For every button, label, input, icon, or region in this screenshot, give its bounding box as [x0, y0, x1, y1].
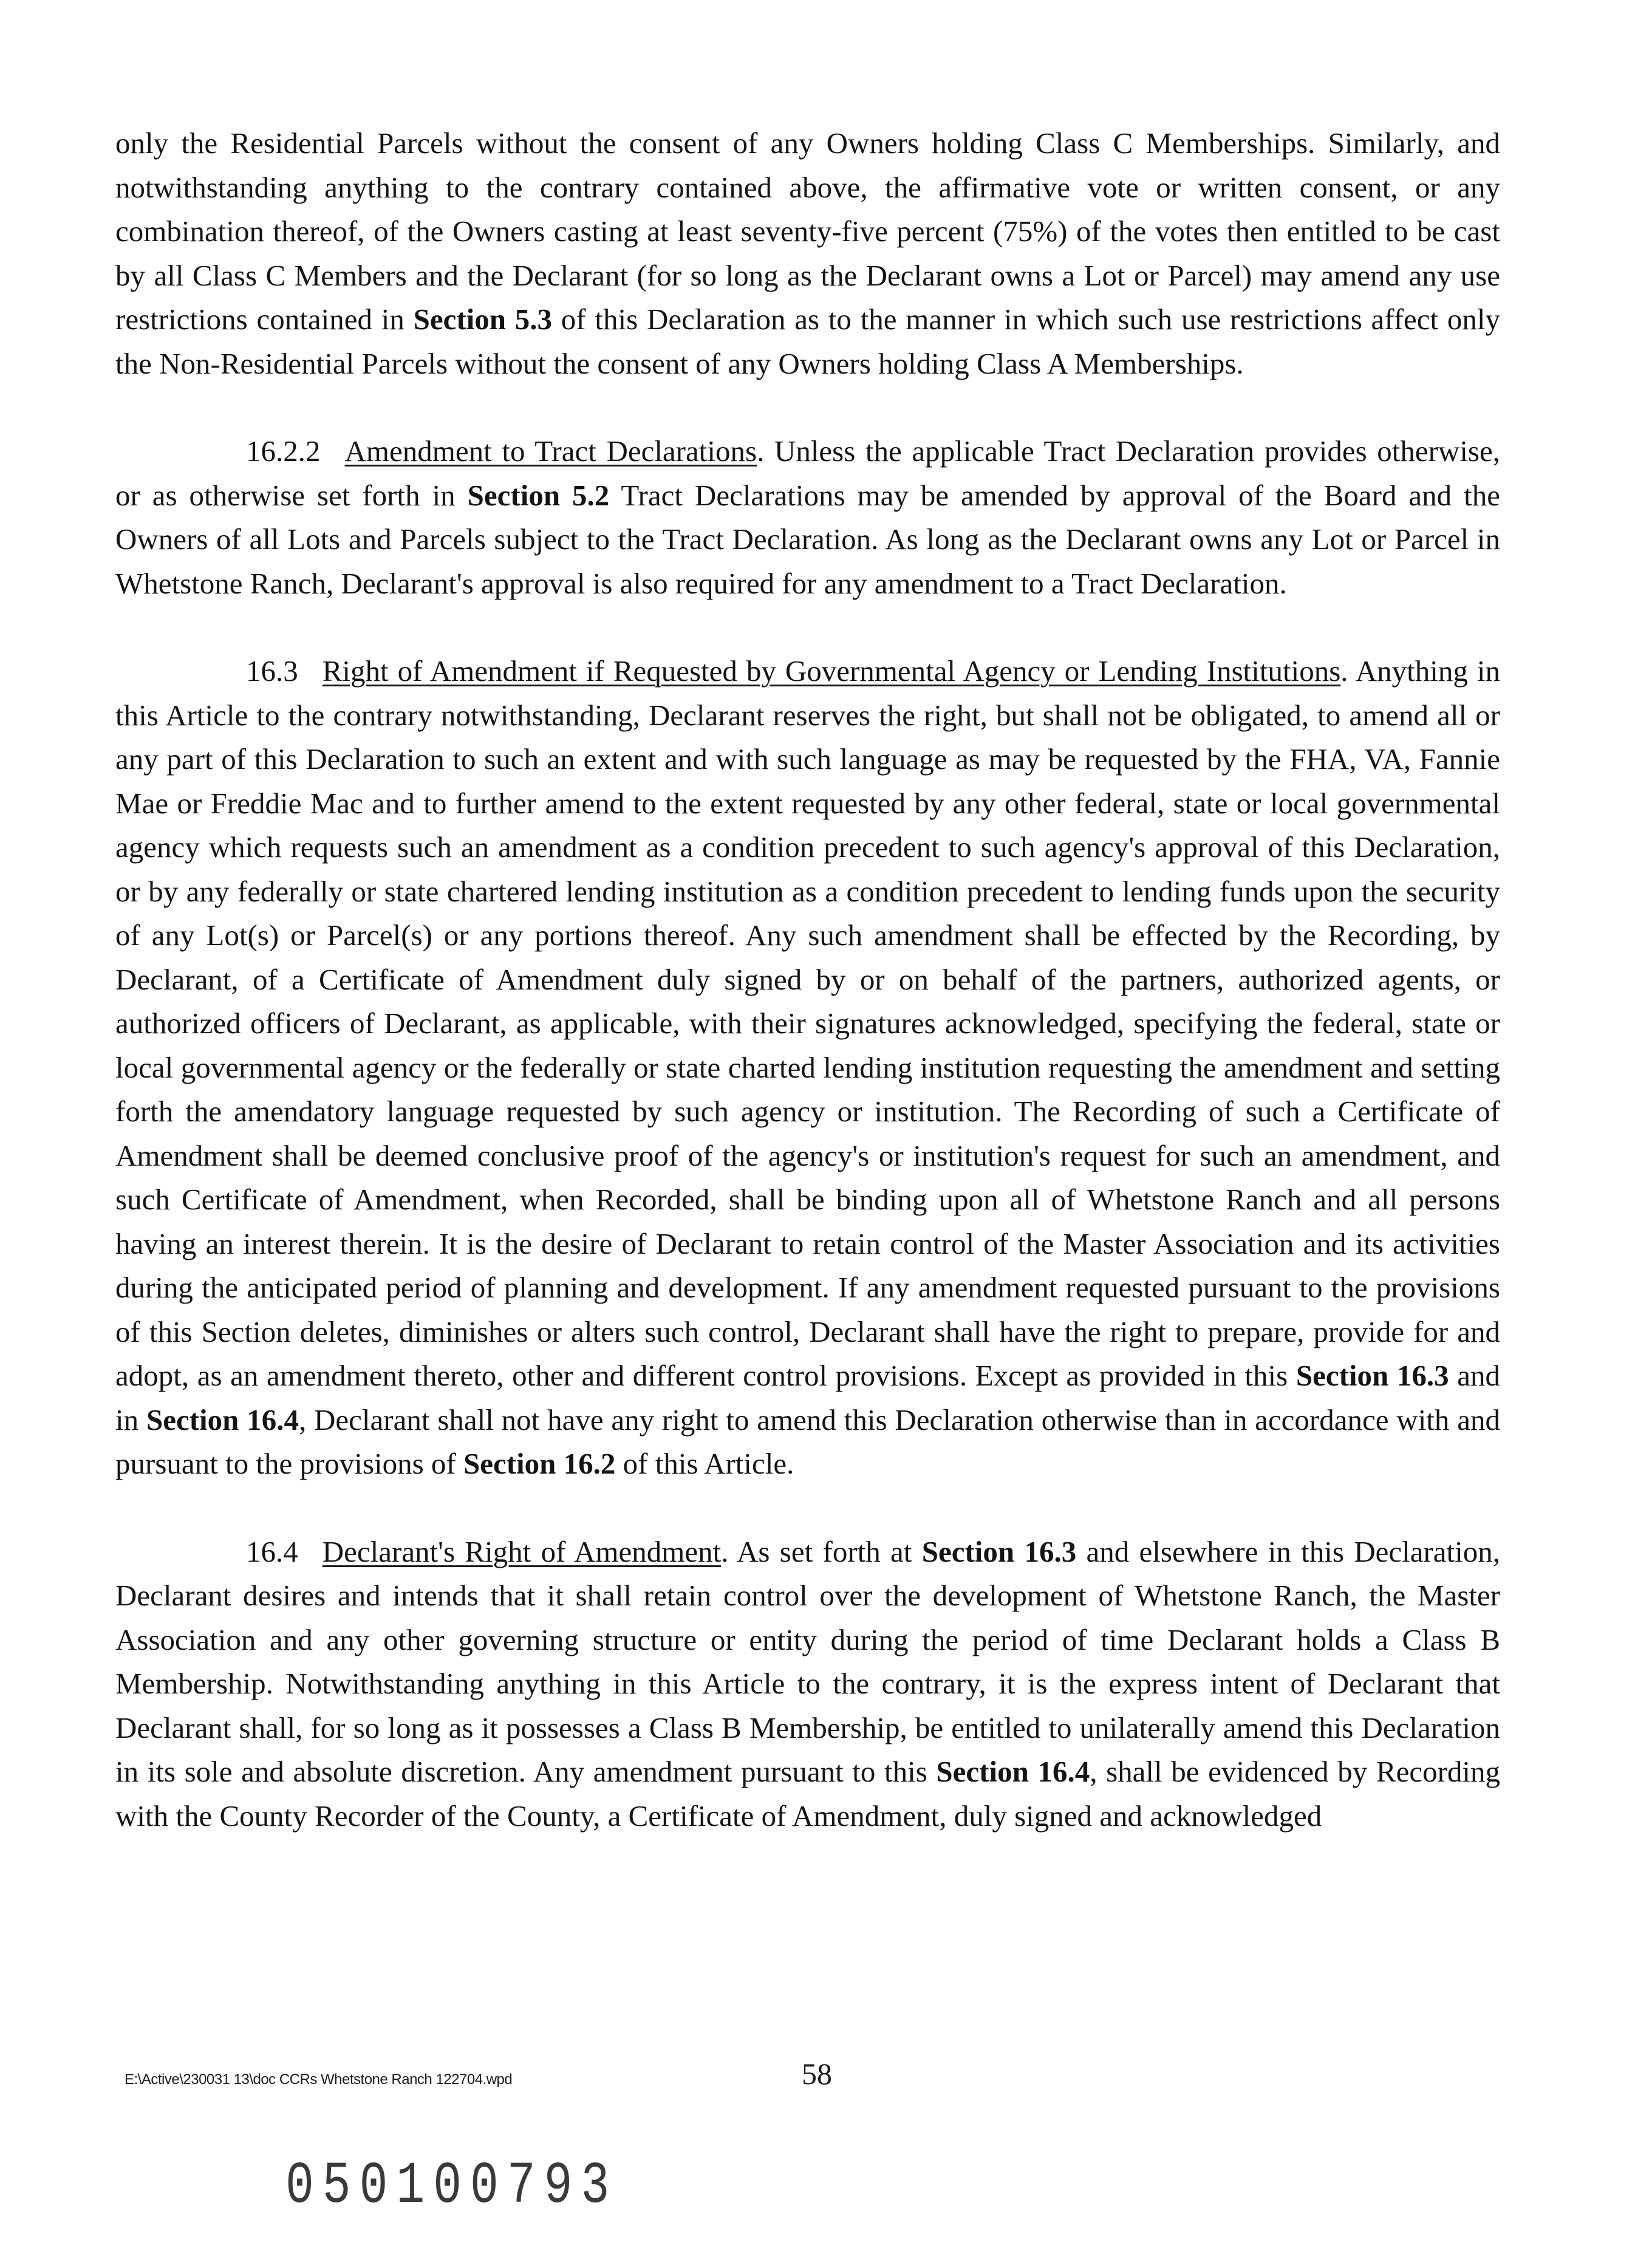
section-reference: Section 16.4: [936, 1755, 1090, 1788]
footer-file-path: E:\Active\230031 13\doc CCRs Whetstone Ranch 122704.wpd: [125, 2071, 513, 2088]
section-number: 16.4: [246, 1534, 298, 1568]
paragraph-text: and in: [115, 1359, 1501, 1437]
paragraph-text: of this Declaration as to the manner in which such use restrictions affect only the Non-Residential Parcels without the consent of any Owners holding Class A Memberships.: [115, 302, 1500, 380]
section-reference: Section 5.2: [467, 478, 610, 512]
section-reference: Section 16.2: [463, 1447, 616, 1480]
paragraph-text: and elsewhere in this Declaration, Declarant desires and intends that it shall retain control over the development of Whetstone Ranch, the Master Association and any other governing structure or entity during the period of time Declarant holds a Class B Membership. Notwithstanding anything in this Article to the contrary, it is the express intent of Declarant that Declarant shall, for so long as it possesses a Class B Membership, be entitled to unilaterally amend this Declaration in its sole and absolute discretion. Any amendment pursuant to this: [115, 1534, 1500, 1788]
paragraph-text: , shall be evidenced by Recording with the County Recorder of the County, a Certificate of Amendment, duly signed and acknowledged: [115, 1755, 1500, 1833]
section-number: 16.3: [246, 654, 298, 688]
section-reference: Section 16.4: [146, 1403, 299, 1437]
section-reference: Section 16.3: [921, 1534, 1077, 1568]
section-16-2-2: [115, 429, 1500, 606]
section-16-3: [115, 649, 1500, 1486]
paragraph-text: . As set forth at: [721, 1534, 922, 1568]
paragraph-text: of this Article.: [615, 1447, 794, 1480]
paragraph-text: , Declarant shall not have any right to amend this Declaration otherwise than in accordance with and pursuant to the provisions of: [115, 1403, 1500, 1480]
section-title: Right of Amendment if Requested by Governmental Agency or Lending Institutions: [322, 654, 1341, 688]
paragraph-text: . Anything in this Article to the contrary notwithstanding, Declarant reserves the right, but shall not be obligated, to amend all or any part of this Declaration to such an extent and with such language as may be requested by the FHA, VA, Fannie Mae or Freddie Mac and to further amend to the extent requested by any other federal, state or local governmental agency which requests such an amendment as a condition precedent to such agency's approval of this Declaration, or by any federally or state chartered lending institution as a condition precedent to lending funds upon the security of any Lot(s) or Parcel(s) or any portions thereof. Any such amendment shall be effected by the Recording, by Declarant, of a Certificate of Amendment duly signed by or on behalf of the partners, authorized agents, or authorized officers of Declarant, as applicable, with their signatures acknowledged, specifying the federal, state or local governmental agency or the federally or state charted lending institution requesting the amendment and setting forth the amendatory language requested by such agency or institution. The Recording of such a Certificate of Amendment shall be deemed conclusive proof of the agency's or institution's request for such an amendment, and such Certificate of Amendment, when Recorded, shall be binding upon all of Whetstone Ranch and all persons having an interest therein. It is the desire of Declarant to retain control of the Master Association and its activities during the anticipated period of planning and development. If any amendment requested pursuant to the provisions of this Section deletes, diminishes or alters such control, Declarant shall have the right to prepare, provide for and adopt, as an amendment thereto, other and different control provisions. Except as provided in this: [115, 654, 1500, 1392]
section-title: Amendment to Tract Declarations: [344, 434, 757, 468]
section-number: 16.2.2: [246, 434, 321, 468]
section-title: Declarant's Right of Amendment: [322, 1534, 722, 1568]
paragraph-text: . Unless the applicable Tract Declaration provides otherwise, or as otherwise set forth in: [115, 434, 1501, 512]
section-reference: Section 16.3: [1295, 1359, 1449, 1392]
document-stamp-number: 050100793: [285, 2153, 618, 2220]
section-reference: Section 5.3: [413, 302, 553, 336]
section-16-4: [115, 1530, 1500, 1839]
document-body: [115, 121, 1500, 1838]
page-number: 58: [802, 2057, 832, 2091]
paragraph-continuation: [115, 121, 1500, 386]
paragraph-text: Tract Declarations may be amended by approval of the Board and the Owners of all Lots and Parcels subject to the Tract Declaration. As long as the Declarant owns any Lot or Parcel in Whetstone Ranch, Declarant's approval is also required for any amendment to a Tract Declaration.: [115, 478, 1500, 600]
paragraph-text: only the Residential Parcels without the consent of any Owners holding Class C Memberships. Similarly, and notwithstanding anything to the contrary contained above, the affirmative vote or written consent, or any combination thereof, of the Owners casting at least seventy-five percent (75%) of the votes then entitled to be cast by all Class C Members and the Declarant (for so long as the Declarant owns a Lot or Parcel) may amend any use restrictions contained in: [115, 126, 1500, 336]
